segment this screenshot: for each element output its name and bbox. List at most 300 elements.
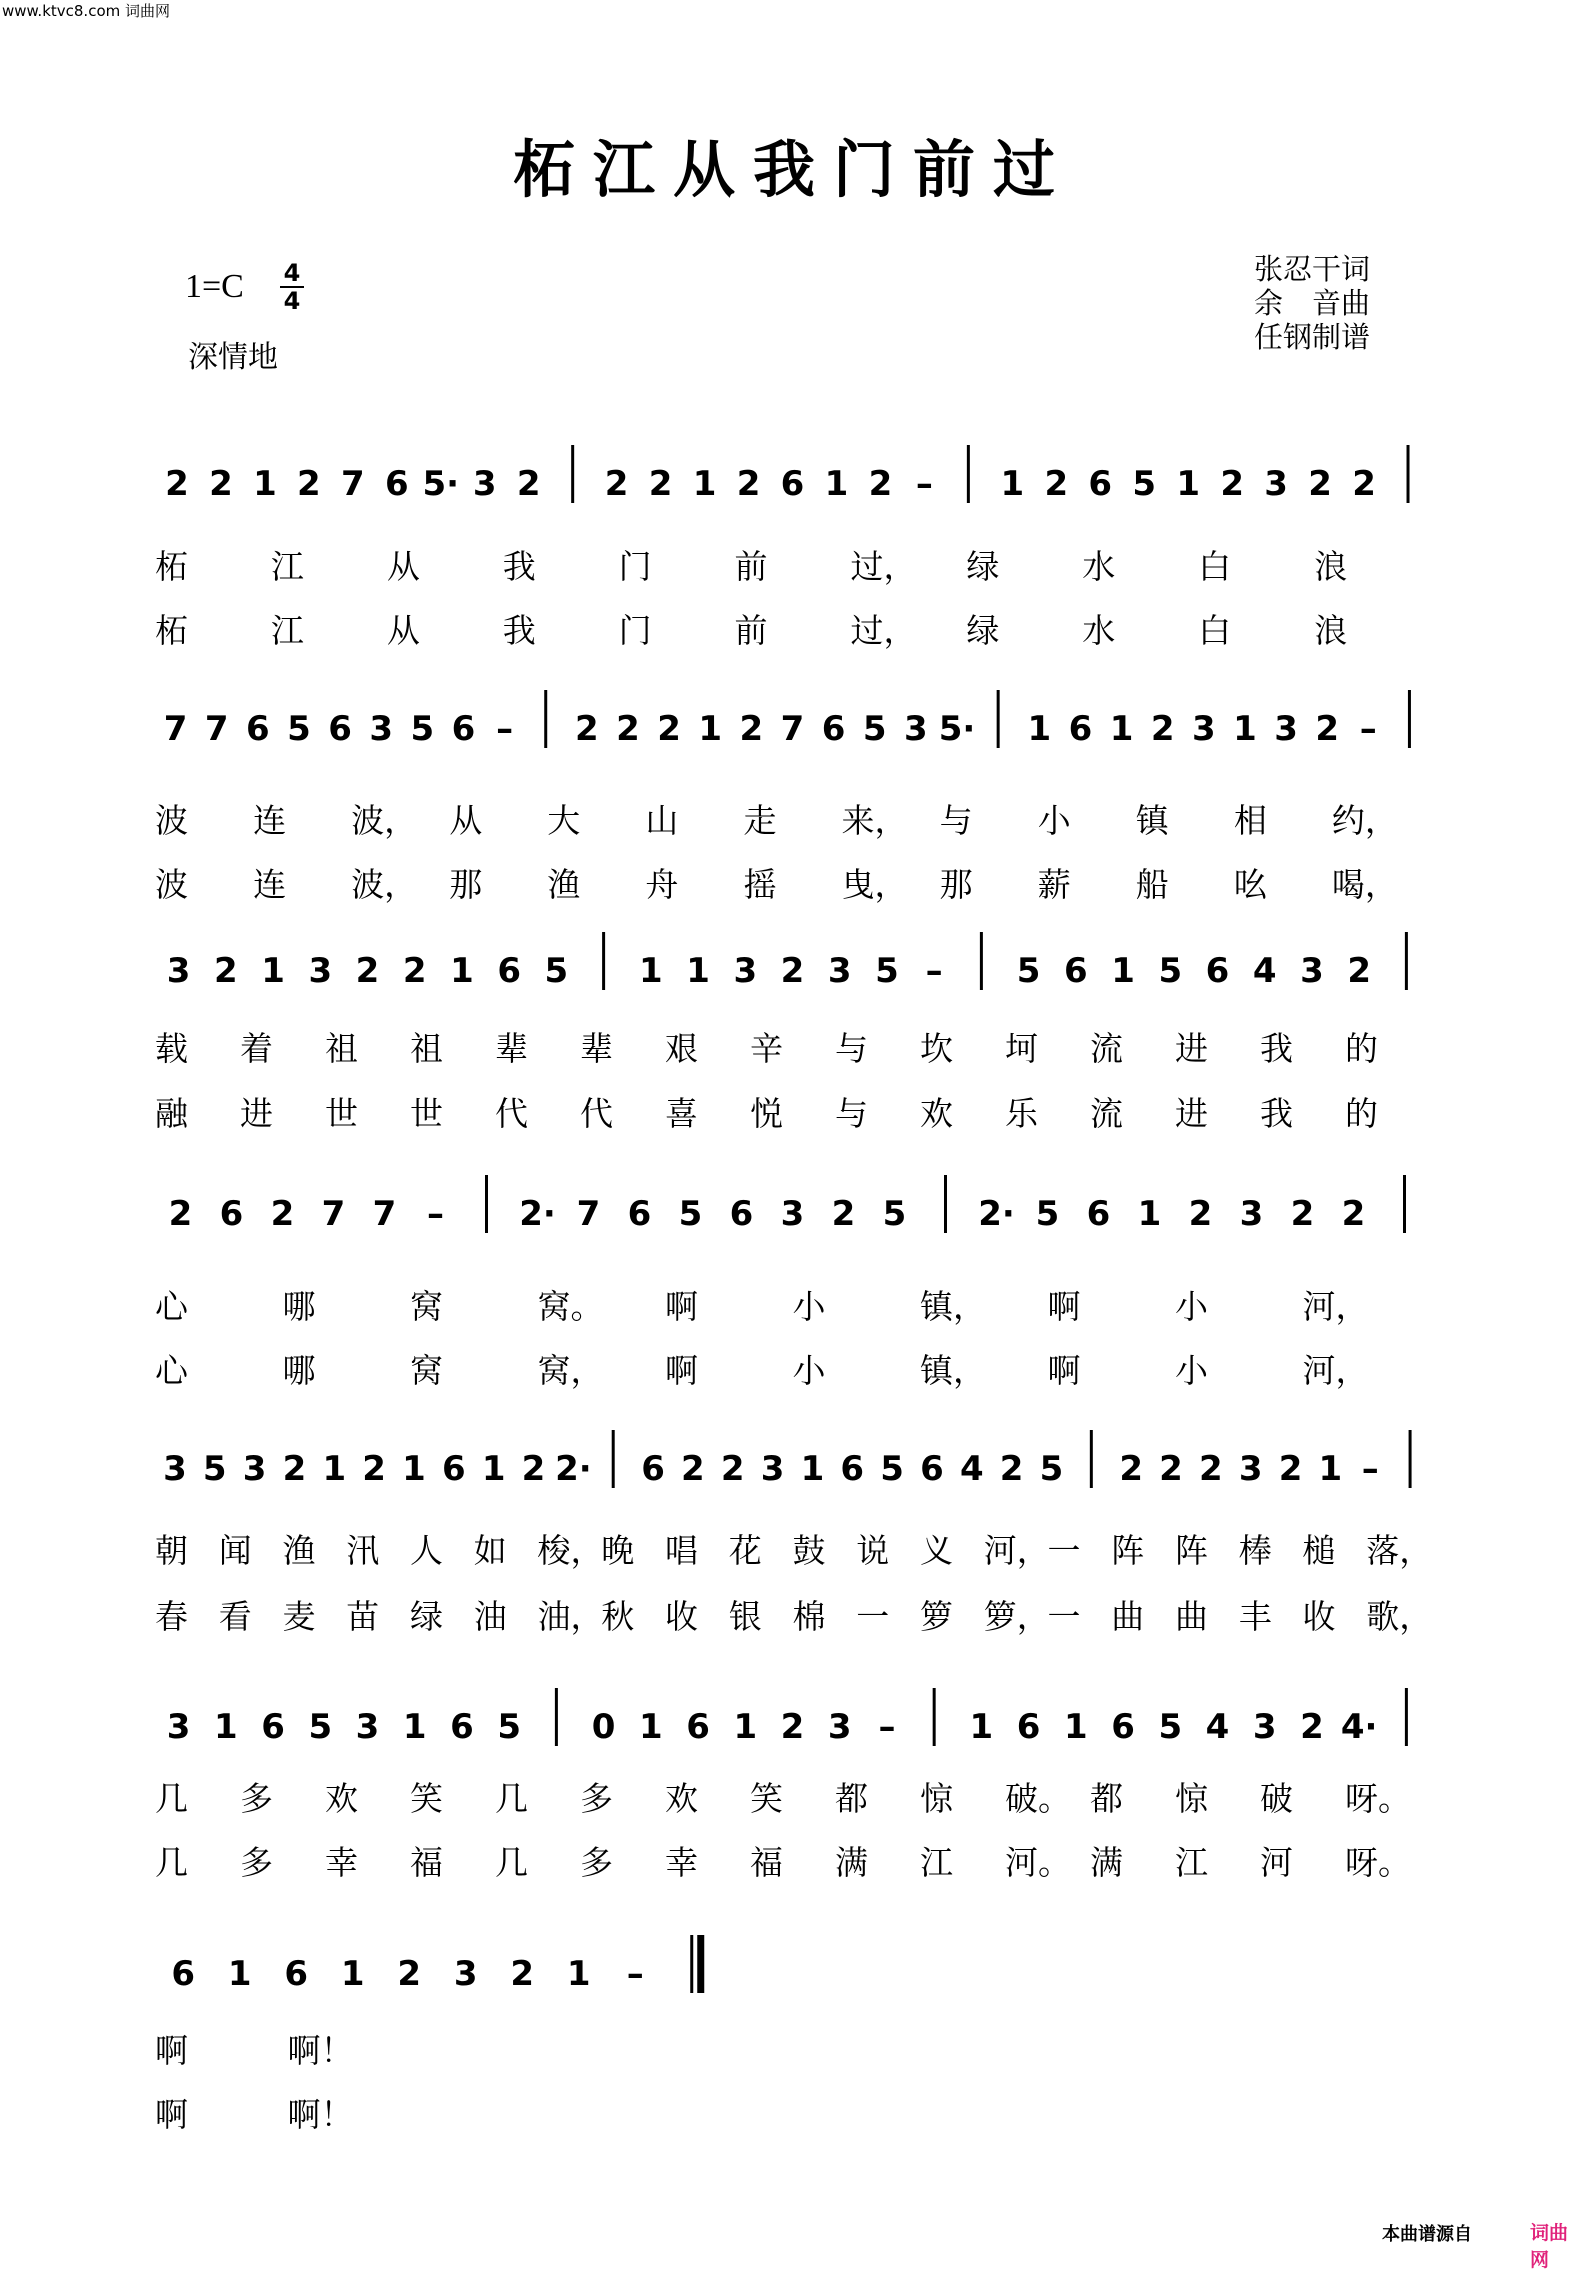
note: –	[1361, 1449, 1379, 1489]
note: –	[925, 951, 943, 991]
note: 6	[641, 1449, 665, 1489]
note: 4	[1205, 1707, 1230, 1747]
note: 2	[1278, 1449, 1303, 1489]
lyric-verse-1: 破。	[1005, 1779, 1071, 1818]
lyric-verse-2: 银	[728, 1597, 762, 1636]
note: 5	[1035, 1194, 1060, 1234]
lyric-verse-1: 欢	[325, 1779, 358, 1818]
note: 1	[686, 951, 710, 991]
note: 6	[1086, 1194, 1111, 1234]
note: 6	[245, 709, 270, 749]
lyric-verse-2: 融	[155, 1094, 188, 1133]
lyric-verse-1: 载	[155, 1029, 188, 1068]
note: 2	[1044, 464, 1069, 504]
lyric-verse-1: 花	[728, 1531, 762, 1570]
note: 7	[321, 1194, 346, 1234]
lyric-verse-2: 江	[920, 1843, 953, 1882]
note: 2	[397, 1954, 422, 1994]
lyric-verse-2: 水	[1082, 611, 1116, 650]
note: 6	[840, 1449, 865, 1489]
note: 2	[516, 464, 541, 504]
lyric-verse-2: 秋	[601, 1597, 635, 1636]
note: 1	[1063, 1707, 1088, 1747]
note: 2	[657, 709, 681, 749]
lyric-verse-1: 窝	[410, 1287, 443, 1326]
lyric-verse-2: 那	[939, 865, 973, 904]
lyric-verse-1: 鼓	[792, 1531, 826, 1570]
note: 2	[616, 709, 640, 749]
lyric-verse-1: 镇，	[920, 1287, 986, 1326]
note: 2	[1199, 1449, 1223, 1489]
lyric-verse-1: 辈	[495, 1029, 528, 1068]
lyric-verse-2: 与	[835, 1094, 868, 1133]
lyric-verse-2: 渔	[547, 865, 581, 904]
note: 6	[1111, 1707, 1135, 1747]
lyric-verse-2: 进	[1175, 1094, 1208, 1133]
lyric-verse-2: 代	[580, 1094, 613, 1133]
note: 5	[882, 1194, 907, 1234]
lyric-verse-2: 世	[410, 1094, 443, 1133]
note: 3	[1238, 1449, 1263, 1489]
lyric-verse-2: 窝	[410, 1351, 443, 1390]
note: 2	[780, 951, 805, 991]
note: 2·	[519, 1194, 556, 1234]
lyric-verse-2: 啊	[155, 2095, 188, 2134]
note: 6	[780, 464, 805, 504]
lyric-verse-2: 箩	[920, 1597, 953, 1636]
note: 3	[1300, 951, 1324, 991]
note: 1	[261, 951, 285, 991]
lyric-verse-1: 啊	[1047, 1287, 1081, 1326]
lyric-verse-1: 朝	[155, 1531, 188, 1570]
lyric-verse-1: 来，	[841, 801, 908, 840]
note: 5·	[422, 464, 460, 504]
lyric-verse-1: 一	[1047, 1531, 1081, 1570]
lyric-verse-2: 流	[1090, 1094, 1123, 1133]
lyric-verse-1: 几	[495, 1779, 528, 1818]
note: –	[626, 1954, 644, 1994]
lyric-verse-2: 河	[1260, 1843, 1293, 1882]
note: 6	[1205, 951, 1230, 991]
note: 1	[1176, 464, 1201, 504]
note: 3	[827, 1707, 852, 1747]
note: 1	[481, 1449, 506, 1489]
lyric-verse-1: 柘	[155, 547, 188, 586]
note: 6	[384, 464, 409, 504]
lyric-verse-1: 从	[386, 547, 420, 586]
note: 3	[163, 1449, 187, 1489]
lyric-verse-1: 说	[856, 1531, 890, 1570]
lyric-verse-1: 小	[1037, 801, 1071, 840]
note: 3	[733, 951, 758, 991]
time-signature-bottom: 4	[280, 286, 304, 314]
lyric-verse-1: 白	[1198, 547, 1232, 586]
footer-source-text: 本曲谱源自	[1382, 2224, 1472, 2245]
lyric-verse-2: 油，	[537, 1597, 604, 1636]
note: 5	[1132, 464, 1157, 504]
lyric-verse-2: 悦	[750, 1094, 783, 1133]
note: 2	[521, 1449, 546, 1489]
note: 1	[638, 1707, 663, 1747]
credit-composer: 余 音曲	[1254, 286, 1371, 320]
lyric-verse-2: 曲	[1175, 1597, 1208, 1636]
lyric-verse-1: 进	[1175, 1029, 1208, 1068]
song-title: 柘江从我门前过	[512, 133, 1073, 206]
note: 2	[604, 464, 629, 504]
note: 1	[800, 1449, 825, 1489]
note: 2	[510, 1954, 535, 1994]
note: 6	[1016, 1707, 1041, 1747]
lyric-verse-1: 浪	[1314, 547, 1348, 586]
note: 2	[1290, 1194, 1315, 1234]
lyric-verse-1: 辈	[580, 1029, 613, 1068]
note: 3	[166, 1707, 191, 1747]
note: 4	[959, 1449, 984, 1489]
note: 2·	[555, 1449, 592, 1489]
note: 1	[969, 1707, 994, 1747]
lyric-verse-1: 义	[920, 1531, 953, 1570]
credit-transcriber: 任钢制谱	[1254, 320, 1371, 354]
note: 2	[736, 464, 761, 504]
note: 1	[402, 1707, 427, 1747]
lyric-verse-1: 阵	[1175, 1531, 1208, 1570]
note: 6	[821, 709, 846, 749]
credit-lyricist: 张忍干词	[1254, 252, 1371, 286]
note: 1	[698, 709, 723, 749]
note: 2	[681, 1449, 705, 1489]
note: 6	[284, 1954, 309, 1994]
lyric-verse-2: 柘	[155, 611, 188, 650]
lyric-verse-1: 的	[1345, 1029, 1378, 1068]
note: 6	[328, 709, 352, 749]
note: –	[1359, 709, 1377, 749]
lyric-verse-1: 欢	[665, 1779, 698, 1818]
note: 3	[1239, 1194, 1264, 1234]
lyric-verse-1: 都	[835, 1779, 868, 1818]
lyric-verse-1: 波	[155, 801, 188, 840]
lyric-verse-1: 我	[502, 547, 536, 586]
note: 7	[372, 1194, 397, 1234]
note: 1	[253, 464, 277, 504]
lyric-verse-1: 我	[1260, 1029, 1293, 1068]
lyric-verse-2: 满	[1090, 1843, 1123, 1882]
note: 6	[450, 1707, 474, 1747]
note: 3	[355, 1707, 380, 1747]
watermark-url: www.ktvc8.com 词曲网	[2, 2, 171, 20]
note: 1	[1318, 1449, 1343, 1489]
note: 5	[544, 951, 569, 991]
lyric-verse-2: 小	[792, 1351, 826, 1390]
lyric-verse-1: 晚	[601, 1531, 635, 1570]
lyric-verse-2: 哪	[282, 1351, 316, 1390]
note: 1	[340, 1954, 365, 1994]
lyric-verse-2: 收	[1302, 1597, 1336, 1636]
note: –	[427, 1194, 444, 1234]
note: 1	[227, 1954, 252, 1994]
note: 5	[308, 1707, 333, 1747]
note: 2	[1352, 464, 1376, 504]
lyric-verse-2: 喝，	[1331, 865, 1398, 904]
note: 2	[213, 951, 238, 991]
lyric-verse-1: 啊！	[287, 2031, 354, 2070]
lyric-verse-2: 摇	[743, 865, 777, 904]
lyric-verse-2: 波	[155, 865, 188, 904]
lyric-verse-1: 过，	[850, 547, 917, 586]
note: 1	[322, 1449, 347, 1489]
lyric-verse-2: 一	[1047, 1597, 1081, 1636]
lyric-verse-2: 河，	[1302, 1351, 1369, 1390]
lyric-verse-2: 连	[253, 865, 287, 904]
lyric-verse-1: 河，	[983, 1531, 1050, 1570]
lyric-verse-1: 波，	[351, 801, 418, 840]
note: 6	[441, 1449, 466, 1489]
lyric-verse-2: 啊	[1047, 1351, 1081, 1390]
lyric-verse-1: 呀。	[1345, 1779, 1411, 1818]
lyric-verse-1: 破	[1260, 1779, 1293, 1818]
note: 2	[999, 1449, 1024, 1489]
note: 3	[1252, 1707, 1277, 1747]
note: 2	[868, 464, 893, 504]
lyric-verse-1: 辛	[750, 1029, 783, 1068]
note: 3	[904, 709, 928, 749]
note: 5	[497, 1707, 522, 1747]
lyric-verse-1: 祖	[325, 1029, 358, 1068]
note: 2	[168, 1194, 193, 1234]
lyric-verse-1: 惊	[1175, 1779, 1208, 1818]
note: –	[878, 1707, 896, 1747]
lyric-verse-2: 波，	[351, 865, 418, 904]
note: 6	[627, 1194, 652, 1234]
note: 5	[287, 709, 311, 749]
note: 5	[862, 709, 887, 749]
note: 6	[171, 1954, 196, 1994]
note: 1	[824, 464, 849, 504]
lyric-verse-2: 门	[618, 611, 652, 650]
note: 2	[209, 464, 233, 504]
lyric-verse-2: 幸	[665, 1843, 698, 1882]
lyric-verse-1: 多	[240, 1779, 273, 1818]
note: 3	[166, 951, 191, 991]
note: 2	[1308, 464, 1332, 504]
lyric-verse-2: 麦	[282, 1597, 316, 1636]
lyric-verse-1: 山	[645, 801, 679, 840]
tempo-marking: 深情地	[188, 340, 278, 375]
lyric-verse-2: 箩，	[983, 1597, 1050, 1636]
lyric-verse-1: 与	[835, 1029, 868, 1068]
note: 7	[341, 464, 365, 504]
time-signature-top: 4	[283, 259, 301, 287]
note: 2	[831, 1194, 856, 1234]
lyric-verse-2: 船	[1135, 865, 1169, 904]
lyric-verse-2: 多	[240, 1843, 273, 1882]
lyric-verse-2: 从	[386, 611, 420, 650]
lyric-verse-1: 心	[155, 1287, 188, 1326]
lyric-verse-2: 薪	[1037, 865, 1071, 904]
note: 2	[575, 709, 599, 749]
note: 7	[576, 1194, 601, 1234]
note: 1	[1111, 951, 1135, 991]
note: 3	[827, 951, 852, 991]
lyric-verse-2: 几	[495, 1843, 528, 1882]
lyric-verse-1: 流	[1090, 1029, 1123, 1068]
lyric-verse-2: 几	[155, 1843, 188, 1882]
lyric-verse-1: 唱	[665, 1531, 698, 1570]
lyric-verse-1: 啊	[665, 1287, 698, 1326]
note: 6	[920, 1449, 944, 1489]
lyric-verse-1: 水	[1082, 547, 1116, 586]
note: 5	[880, 1449, 904, 1489]
lyric-verse-2: 幸	[325, 1843, 358, 1882]
lyric-verse-2: 我	[1260, 1094, 1293, 1133]
lyric-verse-2: 绿	[410, 1597, 443, 1636]
lyric-verse-2: 多	[580, 1843, 613, 1882]
lyric-verse-1: 坎	[920, 1029, 953, 1068]
note: 3	[760, 1449, 785, 1489]
note: 2	[1119, 1449, 1144, 1489]
note: 2	[355, 951, 380, 991]
note: 3	[1264, 464, 1288, 504]
note: 3	[453, 1954, 478, 1994]
lyric-verse-1: 人	[410, 1531, 443, 1570]
lyric-verse-1: 啊	[155, 2031, 188, 2070]
note: 3	[1274, 709, 1298, 749]
note: 7	[204, 709, 229, 749]
lyric-verse-1: 从	[449, 801, 483, 840]
lyric-verse-2: 江	[1175, 1843, 1208, 1882]
lyric-verse-2: 丰	[1238, 1597, 1272, 1636]
note: 6	[729, 1194, 754, 1234]
note: 2	[282, 1449, 307, 1489]
note: 3	[780, 1194, 805, 1234]
note: 1	[1233, 709, 1257, 749]
lyric-verse-2: 舟	[645, 865, 679, 904]
lyric-verse-2: 乐	[1005, 1094, 1038, 1133]
note: 3	[242, 1449, 267, 1489]
lyric-verse-2: 啊	[665, 1351, 698, 1390]
note: 1	[1027, 709, 1052, 749]
lyric-verse-2: 苗	[346, 1597, 380, 1636]
lyric-verse-2: 满	[835, 1843, 868, 1882]
note: 3	[472, 464, 497, 504]
note: 5	[1158, 1707, 1183, 1747]
lyric-verse-1: 哪	[282, 1287, 316, 1326]
note: 1	[638, 951, 663, 991]
lyric-verse-1: 走	[743, 801, 777, 840]
lyric-verse-1: 与	[939, 801, 973, 840]
lyric-verse-2: 白	[1198, 611, 1232, 650]
note: 6	[1088, 464, 1113, 504]
lyric-verse-1: 艰	[665, 1029, 698, 1068]
note: 2	[165, 464, 189, 504]
note: 6	[1068, 709, 1093, 749]
lyric-verse-1: 都	[1090, 1779, 1123, 1818]
note: 0	[591, 1707, 616, 1747]
note: 1	[1000, 464, 1025, 504]
note: 5	[875, 951, 899, 991]
note: 1	[1137, 1194, 1162, 1234]
note: 3	[308, 951, 333, 991]
note: 1	[1109, 709, 1134, 749]
note: 5	[1039, 1449, 1064, 1489]
lyric-verse-2: 收	[665, 1597, 698, 1636]
lyric-verse-2: 江	[270, 611, 304, 650]
note: –	[915, 464, 933, 504]
note: 2	[1341, 1194, 1366, 1234]
note: 5	[202, 1449, 227, 1489]
note: 2	[402, 951, 427, 991]
note: 2	[1347, 951, 1372, 991]
lyric-verse-1: 笑	[410, 1779, 443, 1818]
note: 2	[1315, 709, 1340, 749]
lyric-verse-1: 汛	[346, 1531, 380, 1570]
lyric-verse-2: 代	[495, 1094, 528, 1133]
note: 2	[297, 464, 321, 504]
lyric-verse-1: 落，	[1366, 1531, 1433, 1570]
note: 1	[566, 1954, 591, 1994]
note: 2·	[978, 1194, 1015, 1234]
lyric-verse-1: 相	[1233, 801, 1267, 840]
lyric-verse-1: 连	[253, 801, 287, 840]
lyric-verse-2: 福	[410, 1843, 443, 1882]
lyric-verse-2: 啊！	[287, 2095, 354, 2134]
lyric-verse-2: 棉	[792, 1597, 826, 1636]
lyric-verse-2: 歌，	[1366, 1597, 1433, 1636]
note: 1	[402, 1449, 426, 1489]
lyric-verse-2: 河。	[1005, 1843, 1071, 1882]
lyric-verse-1: 江	[270, 547, 304, 586]
note: 6	[1063, 951, 1088, 991]
lyric-verse-1: 闻	[218, 1531, 252, 1570]
lyric-verse-1: 棒	[1238, 1531, 1272, 1570]
note: 6	[686, 1707, 710, 1747]
lyric-verse-2: 镇，	[920, 1351, 986, 1390]
note: –	[496, 709, 514, 749]
note: 2	[270, 1194, 295, 1234]
lyric-verse-2: 浪	[1314, 611, 1348, 650]
lyric-verse-2: 过，	[850, 611, 917, 650]
note: 2	[780, 1707, 805, 1747]
note: 1	[733, 1707, 758, 1747]
note: 7	[780, 709, 805, 749]
lyric-verse-1: 阵	[1111, 1531, 1145, 1570]
lyric-verse-2: 呀。	[1345, 1843, 1411, 1882]
note: 6	[497, 951, 522, 991]
lyric-verse-2: 福	[750, 1843, 783, 1882]
lyric-verse-1: 窝。	[537, 1287, 604, 1326]
lyric-verse-1: 门	[618, 547, 652, 586]
lyric-verse-1: 如	[473, 1531, 507, 1570]
note: 2	[648, 464, 673, 504]
lyric-verse-1: 着	[240, 1029, 273, 1068]
note: 7	[163, 709, 188, 749]
lyric-verse-1: 几	[155, 1779, 188, 1818]
lyric-verse-1: 前	[734, 547, 768, 586]
note: 5	[1016, 951, 1041, 991]
note: 2	[1150, 709, 1175, 749]
footer-brand-logo: 词曲网	[1530, 2222, 1569, 2271]
lyric-verse-2: 那	[449, 865, 483, 904]
lyric-verse-1: 梭，	[537, 1531, 604, 1570]
lyric-verse-1: 小	[792, 1287, 826, 1326]
note: 5	[410, 709, 435, 749]
lyric-verse-2: 的	[1345, 1094, 1378, 1133]
lyric-verse-2: 世	[325, 1094, 358, 1133]
note: 5	[1158, 951, 1183, 991]
lyric-verse-1: 绿	[966, 547, 1000, 586]
note: 3	[369, 709, 394, 749]
lyric-verse-2: 看	[218, 1597, 252, 1636]
note: 2	[739, 709, 764, 749]
